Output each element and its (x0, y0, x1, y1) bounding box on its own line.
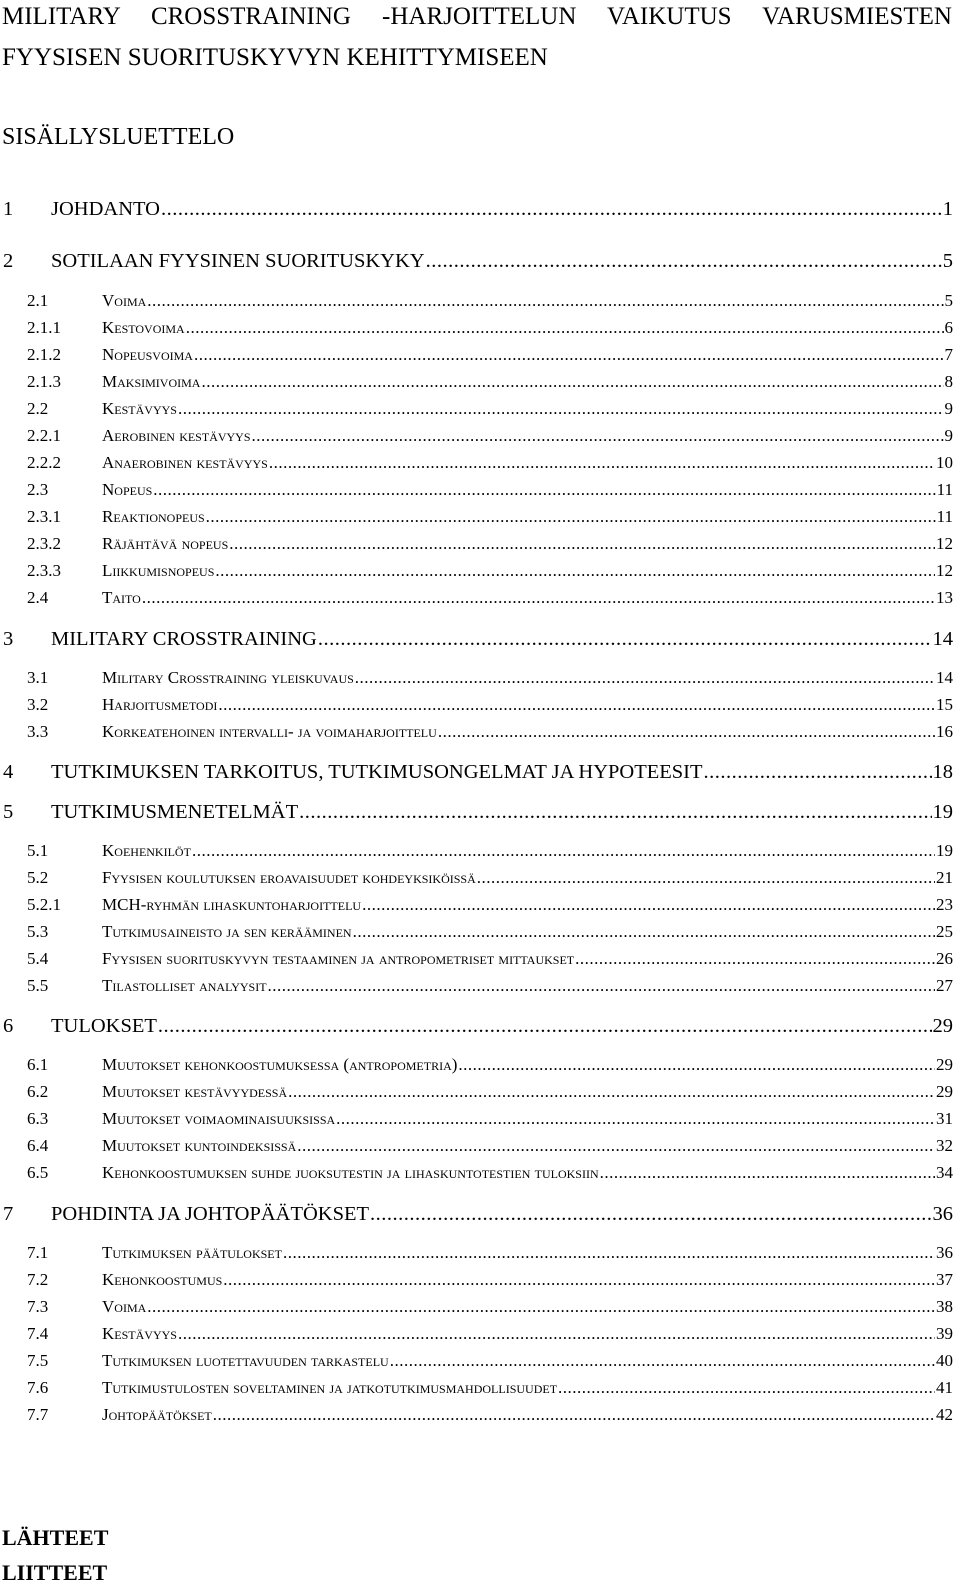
dot-leader (477, 868, 935, 888)
toc-entry[interactable] (27, 1405, 953, 1425)
toc-entry-page: 42 (936, 1405, 953, 1424)
toc-entry-page: 12 (936, 534, 953, 553)
toc-entry-label: Voima (102, 291, 147, 310)
toc-entry[interactable] (27, 1270, 953, 1290)
toc-entry[interactable] (27, 1163, 953, 1183)
toc-entry-page: 39 (936, 1324, 953, 1343)
toc-entry[interactable] (27, 1082, 953, 1102)
dot-leader (147, 291, 943, 311)
toc-entry-page: 15 (936, 695, 953, 714)
dot-leader (297, 1136, 935, 1156)
toc-entry-page: 27 (936, 976, 953, 995)
dot-leader (178, 1324, 935, 1344)
toc-entry-label: Military Crosstraining yleiskuvaus (102, 668, 354, 687)
toc-entry-page: 41 (936, 1378, 953, 1397)
toc-entry[interactable] (27, 1324, 953, 1344)
toc-entry-page: 26 (936, 949, 953, 968)
dot-leader (558, 1378, 935, 1398)
toc-entry-label: SOTILAAN FYYSINEN SUORITUSKYKY (51, 250, 425, 272)
toc-entry-number: 7.7 (27, 1405, 49, 1424)
toc-entry-label: Muutokset kuntoindeksissä (102, 1136, 297, 1155)
toc-entry-label: Kestävyys (102, 399, 177, 418)
toc-entry[interactable] (27, 561, 953, 581)
toc-entry[interactable] (27, 695, 953, 715)
toc-entry-page: 7 (944, 345, 953, 364)
toc-entry-number: 7.3 (27, 1297, 49, 1316)
toc-entry-label: Johtopäätökset (102, 1405, 212, 1424)
toc-entry[interactable] (3, 250, 953, 273)
toc-entry-number: 5.1 (27, 841, 49, 860)
toc-entry-label: Tutkimuksen päätulokset (102, 1243, 282, 1262)
toc-entry[interactable] (27, 318, 953, 338)
dot-leader (390, 1351, 935, 1371)
toc-entry-number: 2.2.2 (27, 453, 61, 472)
toc-entry-label: Korkeatehoinen intervalli- ja voimaharjoittelu (102, 722, 437, 741)
toc-entry-number: 7.4 (27, 1324, 49, 1343)
toc-entry[interactable] (27, 1136, 953, 1156)
toc-entry-page: 18 (932, 761, 953, 783)
toc-entry-page: 31 (936, 1109, 953, 1128)
toc-entry-number: 7.2 (27, 1270, 49, 1289)
dot-leader (438, 722, 935, 742)
toc-entry-page: 29 (932, 1015, 953, 1037)
toc-entry[interactable] (27, 722, 953, 742)
toc-entry-number: 3.3 (27, 722, 49, 741)
dot-leader (142, 588, 935, 608)
toc-entry[interactable] (27, 1378, 953, 1398)
toc-entry[interactable] (27, 345, 953, 365)
dot-leader (318, 628, 932, 651)
toc-entry-number: 2.4 (27, 588, 49, 607)
toc-entry-label: Nopeusvoima (102, 345, 193, 364)
toc-entry-label: Aerobinen kestävyys (102, 426, 251, 445)
toc-heading: SISÄLLYSLUETTELO (2, 124, 235, 150)
toc-entry[interactable] (3, 1015, 953, 1038)
toc-entry-page: 16 (936, 722, 953, 741)
toc-entry-number: 6 (3, 1015, 14, 1037)
toc-entry-label: POHDINTA JA JOHTOPÄÄTÖKSET (51, 1203, 370, 1225)
toc-entry-label: MILITARY CROSSTRAINING (51, 628, 317, 650)
toc-entry-page: 12 (936, 561, 953, 580)
dot-leader (161, 198, 942, 221)
toc-entry-number: 2.3.1 (27, 507, 61, 526)
toc-entry-label: Muutokset voimaominaisuuksissa (102, 1109, 336, 1128)
toc-entry-label: Liikkumisnopeus (102, 561, 215, 580)
dot-leader (223, 1270, 935, 1290)
toc-entry-number: 2.2.1 (27, 426, 61, 445)
toc-entry-label: JOHDANTO (51, 198, 160, 220)
references-heading: LÄHTEET (2, 1525, 109, 1550)
toc-entry-page: 34 (936, 1163, 953, 1182)
toc-entry[interactable] (27, 1055, 953, 1075)
toc-entry-label: Kestovoima (102, 318, 185, 337)
dot-leader (600, 1163, 935, 1183)
toc-entry-page: 19 (932, 801, 953, 823)
toc-entry-number: 5.3 (27, 922, 49, 941)
toc-entry-page: 6 (944, 318, 953, 337)
toc-entry-label: Tutkimusaineisto ja sen kerääminen (102, 922, 352, 941)
dot-leader (458, 1055, 935, 1075)
toc-entry-label: MCH-ryhmän lihaskuntoharjoittelu (102, 895, 362, 914)
toc-entry-page: 13 (936, 588, 953, 607)
dot-leader (215, 561, 935, 581)
toc-entry[interactable] (27, 399, 953, 419)
toc-entry-page: 8 (944, 372, 953, 391)
dot-leader (575, 949, 935, 969)
dot-leader (194, 345, 944, 365)
toc-entry-number: 5.2.1 (27, 895, 61, 914)
toc-entry[interactable] (27, 426, 953, 446)
toc-entry-number: 6.1 (27, 1055, 49, 1074)
toc-entry-number: 3.2 (27, 695, 49, 714)
toc-entry[interactable] (27, 291, 953, 311)
dot-leader (218, 695, 935, 715)
document-title: MILITARY CROSSTRAINING -HARJOITTELUN VAIKUTUS VARUSMIESTEN FYYSISEN SUORITUSKYVYN KEHITTYMISEEN (2, 3, 952, 71)
toc-entry[interactable] (27, 1243, 953, 1263)
dot-leader (370, 1203, 931, 1226)
toc-entry-number: 1 (3, 198, 14, 220)
toc-entry-label: Fyysisen koulutuksen eroavaisuudet kohdeyksiköissä (102, 868, 476, 887)
appendices-heading: LIITTEET (2, 1560, 108, 1585)
dot-leader (213, 1405, 935, 1425)
toc-entry-number: 6.5 (27, 1163, 49, 1182)
toc-entry[interactable] (3, 628, 953, 651)
toc-entry-page: 21 (936, 868, 953, 887)
dot-leader (426, 250, 942, 273)
dot-leader (252, 426, 944, 446)
toc-entry[interactable] (27, 453, 953, 473)
toc-entry[interactable] (3, 198, 953, 221)
toc-entry[interactable] (27, 841, 953, 861)
toc-entry-page: 23 (936, 895, 953, 914)
toc-entry-page: 40 (936, 1351, 953, 1370)
toc-entry-number: 2.3.2 (27, 534, 61, 553)
toc-entry-page: 5 (942, 250, 953, 272)
toc-entry[interactable] (27, 668, 953, 688)
toc-entry-label: Tutkimuksen luotettavuuden tarkastelu (102, 1351, 389, 1370)
toc-entry-page: 1 (942, 198, 953, 220)
dot-leader (201, 372, 943, 392)
toc-entry-page: 5 (944, 291, 953, 310)
toc-entry-page: 36 (936, 1243, 953, 1262)
toc-entry-number: 6.3 (27, 1109, 49, 1128)
dot-leader (186, 318, 944, 338)
toc-entry-label: Nopeus (102, 480, 153, 499)
toc-entry[interactable] (27, 895, 953, 915)
dot-leader (268, 976, 935, 996)
toc-entry-label: Muutokset kestävyydessä (102, 1082, 288, 1101)
toc-entry-page: 32 (936, 1136, 953, 1155)
toc-entry-page: 9 (944, 426, 953, 445)
toc-entry-page: 11 (936, 480, 953, 499)
toc-entry-page: 29 (936, 1055, 953, 1074)
toc-entry-number: 7.5 (27, 1351, 49, 1370)
toc-entry-label: Maksimivoima (102, 372, 201, 391)
toc-entry-number: 6.4 (27, 1136, 49, 1155)
dot-leader (355, 668, 935, 688)
dot-leader (269, 453, 935, 473)
toc-entry-number: 7.6 (27, 1378, 49, 1397)
dot-leader (336, 1109, 935, 1129)
toc-entry-number: 5.4 (27, 949, 49, 968)
toc-entry-number: 2.1 (27, 291, 49, 310)
dot-leader (158, 1015, 932, 1038)
toc-entry[interactable] (27, 1109, 953, 1129)
toc-entry-page: 36 (932, 1203, 953, 1225)
toc-entry-label: Fyysisen suorituskyvyn testaaminen ja antropometriset mittaukset (102, 949, 575, 968)
toc-entry[interactable] (27, 922, 953, 942)
toc-entry-number: 7 (3, 1203, 14, 1225)
dot-leader (704, 761, 932, 784)
toc-entry-number: 4 (3, 761, 14, 783)
dot-leader (147, 1297, 935, 1317)
toc-entry-page: 14 (932, 628, 953, 650)
toc-entry-page: 10 (936, 453, 953, 472)
toc-entry-number: 5.5 (27, 976, 49, 995)
toc-entry-label: Taito (102, 588, 141, 607)
toc-entry[interactable] (27, 868, 953, 888)
toc-entry[interactable] (27, 588, 953, 608)
toc-entry-number: 2.2 (27, 399, 49, 418)
toc-entry-number: 5.2 (27, 868, 49, 887)
toc-entry-label: Räjähtävä nopeus (102, 534, 229, 553)
toc-entry[interactable] (27, 534, 953, 554)
toc-entry-number: 2.3 (27, 480, 49, 499)
dot-leader (192, 841, 935, 861)
toc-entry-label: Kestävyys (102, 1324, 177, 1343)
toc-entry-label: Tutkimustulosten soveltaminen ja jatkotutkimusmahdollisuudet (102, 1378, 558, 1397)
dot-leader (178, 399, 944, 419)
toc-entry-page: 19 (936, 841, 953, 860)
toc-entry-number: 2.3.3 (27, 561, 61, 580)
toc-entry-label: Tilastolliset analyysit (102, 976, 267, 995)
toc-entry-number: 2.1.1 (27, 318, 61, 337)
toc-entry-page: 9 (944, 399, 953, 418)
toc-entry-number: 2.1.3 (27, 372, 61, 391)
toc-entry-label: TULOKSET (51, 1015, 157, 1037)
dot-leader (206, 507, 936, 527)
toc-entry[interactable] (3, 801, 953, 824)
toc-entry-page: 38 (936, 1297, 953, 1316)
toc-entry-label: Reaktionopeus (102, 507, 205, 526)
dot-leader (153, 480, 935, 500)
toc-entry-label: TUTKIMUSMENETELMÄT (51, 801, 299, 823)
toc-entry-page: 37 (936, 1270, 953, 1289)
toc-entry-label: Anaerobinen kestävyys (102, 453, 268, 472)
toc-entry-number: 6.2 (27, 1082, 49, 1101)
toc-entry[interactable] (27, 976, 953, 996)
toc-entry-label: Voima (102, 1297, 147, 1316)
toc-entry-number: 5 (3, 801, 14, 823)
toc-entry[interactable] (3, 1203, 953, 1226)
toc-entry-label: Kehonkoostumuksen suhde juoksutestin ja lihaskuntotestien tuloksiin (102, 1163, 599, 1182)
dot-leader (283, 1243, 935, 1263)
toc-entry-number: 2 (3, 250, 14, 272)
toc-entry-page: 11 (936, 507, 953, 526)
toc-entry-label: Harjoitusmetodi (102, 695, 218, 714)
toc-entry[interactable] (3, 761, 953, 784)
toc-entry-number: 2.1.2 (27, 345, 61, 364)
dot-leader (288, 1082, 935, 1102)
toc-entry-number: 3.1 (27, 668, 49, 687)
dot-leader (362, 895, 935, 915)
dot-leader (299, 801, 931, 824)
dot-leader (353, 922, 935, 942)
toc-entry-page: 25 (936, 922, 953, 941)
toc-entry-page: 29 (936, 1082, 953, 1101)
toc-entry-label: Kehonkoostumus (102, 1270, 223, 1289)
dot-leader (229, 534, 935, 554)
toc-entry-label: Koehenkilöt (102, 841, 191, 860)
toc-entry[interactable] (27, 1297, 953, 1317)
toc-entry[interactable] (27, 480, 953, 500)
toc-entry[interactable] (27, 372, 953, 392)
toc-entry[interactable] (27, 507, 953, 527)
toc-entry[interactable] (27, 1351, 953, 1371)
toc-entry-number: 3 (3, 628, 14, 650)
toc-entry[interactable] (27, 949, 953, 969)
toc-entry-label: Muutokset kehonkoostumuksessa (antropometria) (102, 1055, 458, 1074)
toc-entry-page: 14 (936, 668, 953, 687)
toc-entry-number: 7.1 (27, 1243, 49, 1262)
toc-entry-label: TUTKIMUKSEN TARKOITUS, TUTKIMUSONGELMAT JA HYPOTEESIT (51, 761, 703, 783)
